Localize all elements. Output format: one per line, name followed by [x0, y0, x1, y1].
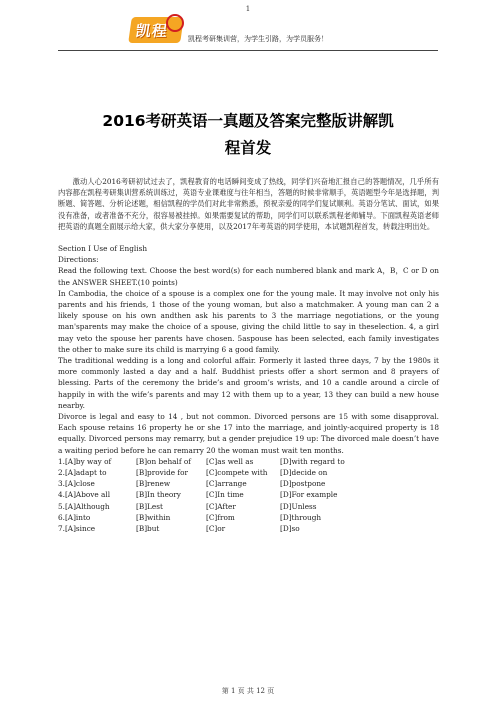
question-row [58, 512, 439, 523]
question-option: [C]or [206, 524, 226, 534]
question-option: [C]In time [206, 490, 244, 500]
question-option: 2.[A]adapt to [58, 468, 107, 478]
page-header [118, 14, 418, 50]
question-option: [B]but [136, 524, 160, 534]
title-line-1: 2016考研英语一真题及答案完整版讲解凯 [102, 112, 394, 130]
question-option: [D]postpone [280, 479, 326, 489]
question-option: [D]through [280, 512, 322, 522]
question-option: 3.[A]close [58, 479, 95, 489]
question-row [58, 489, 439, 500]
document-body [58, 176, 439, 534]
question-option: 7.[A]since [58, 524, 96, 534]
section-heading: Section Ⅰ Use of English [58, 244, 148, 254]
passage-paragraph-1: In Cambodia, the choice of a spouse is a complex one for the young male. It may involve not only his parents and his friends, 1 those of the young woman, but also a matchmaker. A young man can 2 a likely spouse on his own andthen ask his parents to 3 the marriage negotiations, or the young man'sparents may make the choice of a spouse, giving the child little to say in theselection. 4, a girl may veto the spouse her parents have chosen. 5aspouse has been selected, each family investigates the other to make sure its child is marrying 6 a good family. [58, 288, 439, 354]
passage-paragraph-3: Divorce is legal and easy to 14 , but not common. Divorced persons are 15 with some disapproval. Each spouse retains 16 property he or she 17 into the marriage, and jointly-acquired property is 18 equally. Divorced persons may remarry, but a gender prejudice 19 up: The divorced male doesn’t have a waiting period before he can remarry 20 the woman must wait ten months. [58, 412, 439, 455]
question-list [58, 456, 439, 534]
question-option: [C]After [206, 501, 236, 511]
logo-text: 凯程 [134, 22, 170, 40]
question-option: [D]For example [280, 490, 338, 500]
directions-label: Directions: [58, 255, 99, 265]
intro-paragraph: 激动人心2016考研初试过去了，凯程教育的电话瞬间变成了热线，同学们兴奋地汇报自己的答题情况，几乎所有内容都在凯程考研集训营系统训练过，英语专业课难度与往年相当，答题的时候非常顺手，英语题型今年是选择题，判断题、简答题、分析论述题，相信凯程的学员们对此非常熟悉，预祝亲爱的同学们复试顺利。英语分笔试、面试，如果没有准备，或者准备不充分，很容易被挂掉。如果需要复试的帮助，同学们可以联系凯程老师辅导。下面凯程英语老师把英语的真题全面展示给大家，供大家分享使用，以及2017年考英语的同学使用，本试题凯程首发，转载注明出处。 [58, 177, 439, 231]
question-option: 4.[A]Above all [58, 490, 111, 500]
logo-ring-icon [166, 14, 184, 32]
question-option: [C]compete with [206, 468, 268, 478]
header-slogan: 凯程考研集训营，为学生引路，为学员服务！ [188, 35, 328, 43]
question-option: [C]as well as [206, 456, 254, 466]
question-option: [C]arrange [206, 479, 247, 489]
question-row [58, 523, 439, 534]
question-option: 5.[A]Although [58, 501, 110, 511]
page-number-top: 1 [245, 5, 251, 13]
question-option: [D]with regard to [280, 456, 345, 466]
title-line-2: 程首发 [224, 139, 272, 157]
question-row [58, 478, 439, 489]
question-option: [D]so [280, 524, 300, 534]
question-row [58, 467, 439, 478]
page-footer: 第 1 页 共 12 页 [221, 687, 275, 695]
question-option: [D]Unless [280, 501, 317, 511]
question-option: [B]In theory [136, 490, 181, 500]
question-option: 6.[A]into [58, 512, 91, 522]
document-title [58, 108, 438, 162]
question-option: [B]renew [136, 479, 171, 489]
question-option: [B]on behalf of [136, 456, 191, 466]
directions-text: Read the following text. Choose the best word(s) for each numbered blank and mark A，B，C or D on the ANSWER SHEET.(10 points) [58, 266, 439, 287]
question-option: 1.[A]by way of [58, 456, 112, 466]
question-option: [B]provide for [136, 468, 188, 478]
question-row [58, 501, 439, 512]
passage-paragraph-2: The traditional wedding is a long and colorful affair. Formerly it lasted three days, 7 by the 1980s it more commonly lasted a day and a half. Buddhist priests offer a short sermon and 8 prayers of blessing. Parts of the ceremony the bride’s and groom’s wrists, and 10 a candle around a circle of happily in with the wife’s parents and may 12 with them up to a year, 13 they can build a new house nearby. [58, 356, 439, 410]
question-row [58, 456, 439, 467]
question-option: [D]decide on [280, 468, 328, 478]
question-option: [C]from [206, 512, 235, 522]
question-option: [B]Lest [136, 501, 163, 511]
header-divider [58, 50, 438, 51]
question-option: [B]within [136, 512, 171, 522]
